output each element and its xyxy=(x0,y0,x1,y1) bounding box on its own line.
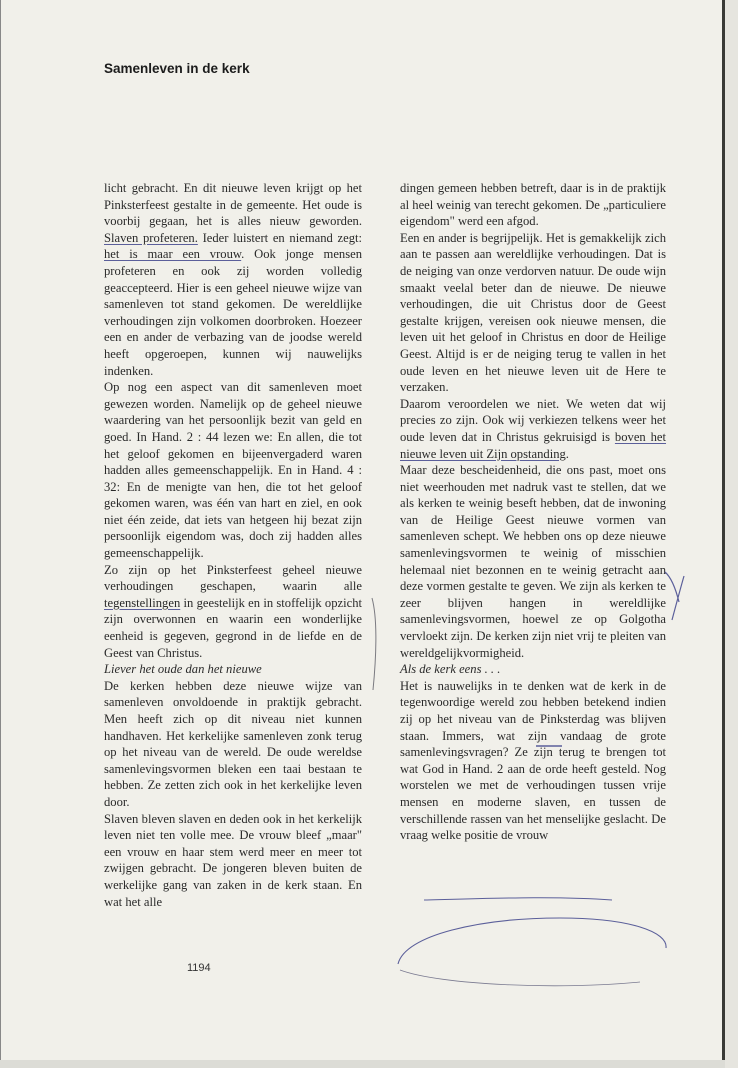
right-paragraph-3 xyxy=(400,396,666,462)
underlined-phrase: boven het nieuwe leven uit Zijn opstanding xyxy=(400,429,667,461)
text-run: in geestelijk en in stoffelijk opzicht zijn overwonnen en waarin een wonderlijke eenheid is gegeven, gegrond in de liefde en de Geest van Christus. xyxy=(104,595,362,660)
left-paragraph-4: De kerken hebben deze nieuwe wijze van samenleven onvoldoende in praktijk gebracht. Men heeft zich op dit niveau niet kunnen handhaven. Het kerkelijke samenleven zonk terug op het niveau van de wereld. De oude wereldse samenlevingsvormen bleken een taai bestaan te hebben. Ze zetten zich ook in het kerkelijke leven door. xyxy=(104,678,362,809)
right-paragraph-1: dingen gemeen hebben betreft, daar is in de praktijk al heel weinig van terecht gekomen. De „particuliere eigendom" werd een afgod. xyxy=(400,181,666,229)
underlined-phrase: Slaven profeteren. xyxy=(104,230,198,245)
strike-line xyxy=(424,898,612,900)
left-paragraph-5: Slaven bleven slaven en deden ook in het kerkelijk leven niet ten volle mee. De vrouw bleef „maar" een vrouw en haar stem werd meer en meer tot zwijgen gebracht. De jongeren bleven buiten de werkelijke gang van zaken in de kerk staan. En wat het alle xyxy=(104,811,362,909)
section-subheading: Als de kerk eens . . . xyxy=(400,662,501,677)
page-number: 1194 xyxy=(187,962,211,974)
margin-mark-right xyxy=(665,572,684,620)
underlined-phrase: tegenstellingen xyxy=(104,595,181,610)
text-run: . xyxy=(565,446,569,461)
underlined-phrase: het is maar een vrouw xyxy=(104,247,242,262)
text-run: . Ook jonge mensen profeteren en ook zij worden volledig geaccepteerd. Hier is een geheel nieuwe wijze van samenleven tot stand gekomen. De wereldlijke verhoudingen zijn volkomen doorbroken. Hoezeer een en ander de verbazing van de joodse wereld heeft opgeroepen, kunnen wij nauwelijks indenken. xyxy=(104,247,362,378)
left-paragraph-3 xyxy=(104,562,362,662)
left-paragraph-2: Op nog een aspect van dit samenleven moet gewezen worden. Namelijk op de geheel nieuwe waardering van het persoonlijk bezit van geld en goed. In Hand. 2 : 44 lezen we: En allen, die tot het geloof gekomen en bijeenvergaderd waren hadden alles gemeenschappelijk. En in Hand. 4 : 32: En de menigte van hen, die tot het geloof gekomen waren, was één van hart en ziel, en ook niet één zeide, dat iets van hetgeen hij bezat zijn persoonlijk eigendom was, doch zij hadden alles gemeenschappelijk. xyxy=(104,380,362,561)
right-paragraph-2: Een en ander is begrijpelijk. Het is gemakkelijk zich aan te passen aan wereldlijke verhoudingen. Dat is de neiging van onze verdorven natuur. De oude wijn smaakt veelal beter dan de nieuwe. De nieuwe verhoudingen, die uit Christus door de Geest gestalte krijgen, vereisen ook nieuwe mensen, die leven uit het geloof in Christus en door de Heilige Geest. Altijd is er de neiging terug te vallen in het oude leven en het nieuwe leven uit de Here te verzaken. xyxy=(400,230,666,395)
pencil-loop xyxy=(398,918,666,964)
left-paragraph-1 xyxy=(104,180,362,379)
section-subheading: Liever het oude dan het nieuwe xyxy=(104,662,262,677)
running-header: Samenleven in de kerk xyxy=(104,61,250,76)
text-run: licht gebracht. En dit nieuwe leven krijgt op het Pinksterfeest gestalte in de gemeente. Het oude is voorbij gegaan, het is alles nieuw geworden. xyxy=(104,181,362,229)
right-column xyxy=(400,180,666,844)
left-column xyxy=(104,180,362,910)
right-paragraph-5: Het is nauwelijks in te denken wat de kerk in de tegenwoordige wereld zou hebben betekend indien zij op het niveau van de Pinksterdag was blijven staan. Immers, wat zijn vandaag de grote samenlevingsvragen? Ze zijn terug te brengen tot wat God in Hand. 2 aan de orde heeft gesteld. Nog worstelen we met de verhoudingen tussen vrije mensen en moderne slaven, en tussen de verschillende rassen van het menselijke geslacht. De vraag welke positie de vrouw xyxy=(400,678,666,843)
margin-bracket-left xyxy=(372,598,376,690)
right-paragraph-4: Maar deze bescheidenheid, die ons past, moet ons niet weerhouden met nadruk vast te stellen, dat we als kerken te weinig beseft hebben, dat de inwoning van de Heilige Geest nieuwe vormen van samenleven schept. We hebben ons op deze nieuwe samenlevingsvormen te weinig of misschien helemaal niet bezonnen en te weinig getracht aan deze vormen gestalte te geven. We zijn als kerken te zeer blijven hangen in wereldlijke samenlevingsvormen, hoewel ze op Golgotha vervloekt zijn. De kerken zijn niet vrij te pleiten van wereldgelijkvormigheid. xyxy=(400,463,666,660)
text-run: Zo zijn op het Pinksterfeest geheel nieuwe verhoudingen geschapen, waarin alle xyxy=(104,562,362,594)
pencil-loop-tail xyxy=(400,970,640,986)
text-run: Daarom veroordelen we niet. We weten dat wij precies zo zijn. Ook wij verkiezen telkens weer het oude leven dat in Christus gekruisigd is xyxy=(400,396,666,444)
text-run: Ieder luistert en niemand zegt: xyxy=(197,230,362,245)
page-edge xyxy=(725,0,738,1068)
